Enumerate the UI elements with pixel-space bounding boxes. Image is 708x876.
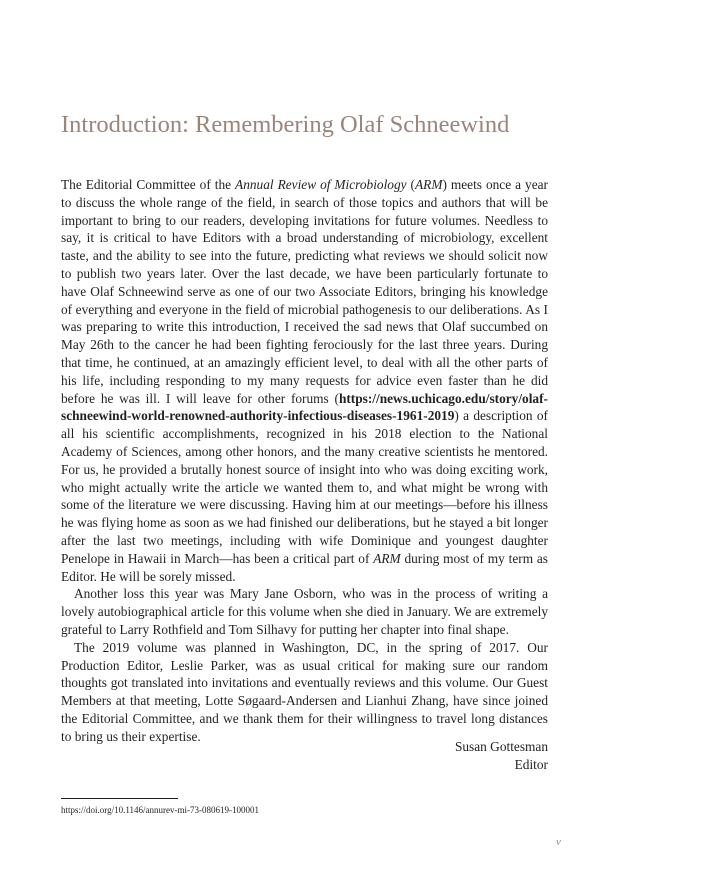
journal-name: Annual Review of Microbiology bbox=[235, 177, 407, 192]
doi-footnote[interactable]: https://doi.org/10.1146/annurev-mi-73-080619-100001 bbox=[61, 805, 259, 815]
paragraph-1-text-b: ( bbox=[406, 177, 416, 192]
article-body bbox=[61, 176, 548, 746]
page-number: v bbox=[556, 836, 561, 848]
paragraph-1 bbox=[61, 176, 548, 585]
paragraph-1-text-a: The Editorial Committee of the bbox=[61, 177, 236, 192]
footnote-divider bbox=[61, 798, 178, 799]
journal-abbreviation: ARM bbox=[415, 177, 443, 192]
journal-abbreviation-2: ARM bbox=[373, 550, 401, 566]
paragraph-3: The 2019 volume was planned in Washington, DC, in the spring of 2017. Our Production Editor, Leslie Parker, was as usual critical for making sure our random thoughts got translated into invitations and eventually reviews and this volume. Our Guest Members at that meeting, Lotte Søgaard-Andersen and Lianhui Zhang, have since joined the Editorial Committee, and we thank them for their willingness to travel long distances to bring us their expertise. bbox=[61, 639, 548, 744]
signature-role: Editor bbox=[514, 756, 548, 772]
signature-block bbox=[300, 738, 548, 774]
paragraph-2: Another loss this year was Mary Jane Osborn, who was in the process of writing a lovely autobiographical article for this volume when she died in January. We are extremely grateful to Larry Rothfield and Tom Silhavy for putting her chapter into final shape. bbox=[61, 586, 548, 637]
page-title: Introduction: Remembering Olaf Schneewind bbox=[61, 111, 510, 138]
obituary-link[interactable]: https://news.uchicago.edu/story/olaf-schneewind-world-renowned-authority-infectious-diseases-1961-2019 bbox=[61, 390, 548, 424]
paragraph-1-text-e: during most of my term as Editor. He will be sorely missed. bbox=[61, 550, 548, 584]
paragraph-1-text-d: ) a description of all his scientific accomplishments, recognized in his 2018 election to the National Academy of Sciences, among other honors, and the many creative scientists he mentored. For us, he provided a brutally honest source of insight into who was doing exciting work, who might actually write the article we wanted them to, and what might be wrong with some of the literature we were discussing. Having him at our meetings—before his illness he was flying home as soon as we had finished our deliberations, but he stayed a bit longer after the last two meetings, including with wife Dominique and youngest daughter Penelope in Hawaii in March—has been a critical part of bbox=[61, 408, 548, 566]
paragraph-1-text-c: ) meets once a year to discuss the whole range of the field, in search of those topics and authors that will be important to bring to our readers, developing invitations for future volumes. Needless to say, it is critical to have Editors with a broad understanding of microbiology, excellent taste, and the ability to see into the future, predicting what reviews we should solicit now to publish two years later. Over the last decade, we have been particularly fortunate to have Olaf Schneewind serve as one of our two Associate Editors, bringing his knowledge of everything and everyone in the field of microbial pathogenesis to our deliberations. As I was preparing to write this introduction, I received the sad news that Olaf succumbed on May 26th to the cancer he had been fighting ferociously for the last three years. During that time, he continued, at an amazingly efficient level, to deal with all the other parts of his life, including responding to my many requests for advice even faster than he did before he was ill. I will leave for other forums ( bbox=[61, 177, 548, 406]
signature-name: Susan Gottesman bbox=[454, 739, 548, 754]
